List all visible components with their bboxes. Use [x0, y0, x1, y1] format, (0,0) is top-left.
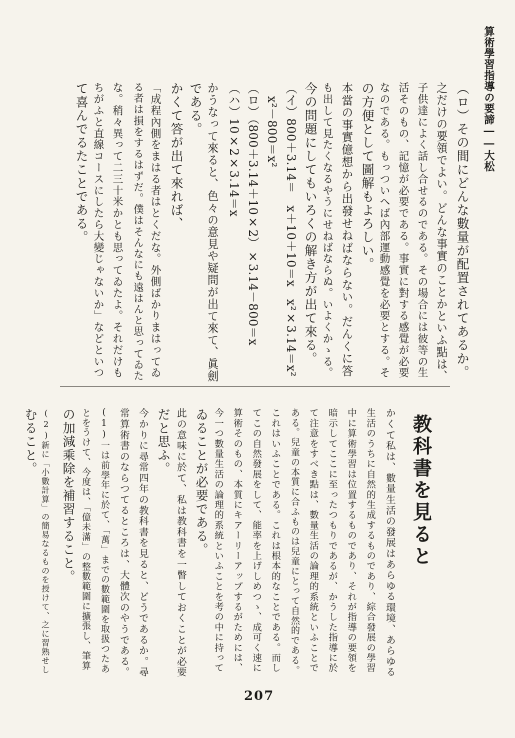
text-column: 本當の事實億想から出發せねばならない。だんくに答	[340, 82, 355, 378]
section-divider	[60, 386, 450, 387]
text-column: てこの自然發展をして、能率を上げしめつゝ、成可く速に	[250, 408, 262, 674]
formula-column: x²－800＝x²	[265, 96, 279, 168]
text-column: （ロ）その間にどんな數量が配置されてあるか。	[454, 82, 470, 379]
text-column: 今かりに尋常四年の教科書を見ると、どうであるか。尋	[136, 408, 148, 678]
text-column: も出して見たくなるやうにせねばならぬ。いよくかゝる。	[321, 82, 334, 379]
running-header: 算術學習指導の要諦――大松	[483, 26, 495, 172]
text-column: 之だけの要領でよい。どんな事實のことかといふ點は、	[435, 82, 449, 382]
text-column: 常算術書のならつてるところは、大體次のやうである。	[117, 408, 129, 678]
text-column: ちがふと直線コースにしたら大變じゃないか」などといつ	[92, 82, 105, 379]
text-column: の方便として圖解もよろしい。	[359, 82, 375, 271]
text-column: (1)一は前學年に於て、「萬」までの數範圍を取扱つたあ	[99, 408, 109, 674]
section-title: 教科書を見ると	[410, 414, 432, 568]
text-column: る者は損をするはずだ。僕はそんなにも遠はんと思ってゐた	[131, 82, 143, 382]
formula-column: （ロ）（800＋3.14＋10×2）×3.14－800＝x	[246, 82, 260, 346]
text-column: 暗示してここに至ったつもりであるが、かうした指導に於	[326, 408, 338, 674]
formula-column: （ハ）10×2×3.14＝x	[227, 82, 241, 217]
text-column: な。稍々異って二三十米かとも思ってゐたよ。それだけも	[111, 82, 124, 379]
text-column: 此の意味に於て、私は教科書を一瞥しておくことが必要	[174, 408, 186, 678]
text-column: だと思ふ。	[155, 408, 171, 476]
text-column: 活そのもの、記憶が必要である。事實に對する感覺が必要	[397, 82, 410, 379]
text-column: 子供達によく話し合せるのである。その場合には彼等の生	[416, 82, 429, 379]
text-column: て注意をすべき點は、數量生活の論理的系統といふことで	[307, 408, 319, 674]
text-column: かくて私は、數量生活の發展はあらゆる環境、あらゆる	[383, 408, 395, 678]
text-column: 生活のうちに自然的生成するものであり、綜合發展の學習	[364, 408, 376, 674]
page-number: 207	[244, 689, 275, 704]
text-column: である。	[187, 82, 203, 136]
text-column: ある。兒童の本質に合ふものは兒童にとって自然的である。	[289, 408, 299, 676]
text-column: これはいふことである。これは根本的なことである。而し	[269, 408, 281, 674]
text-column: (2)新に「小數計算」の簡易なるものを授けて、之に習熟せし	[41, 408, 52, 675]
text-column: かくて答が出て來れば、	[168, 82, 184, 231]
text-column: 算術そのもの、本質にキアーリーアップするがためには、	[231, 408, 243, 674]
text-column: かうなって來ると、色々の意見や疑問が出て來て、眞劍	[206, 82, 220, 382]
text-column: 今一つ數量生活の論理的系統といふことを考の中に持って	[212, 408, 224, 674]
text-column: 今の問題にしてもいろくの解き方が出て來る。	[302, 82, 318, 366]
text-column: て喜んでるたことである。	[73, 82, 89, 244]
text-column: ゐることが必要である。	[193, 408, 209, 557]
formula-column: （イ）800＋3.14＝ x＋10＋10＝x x²×3.14＝x²	[284, 82, 298, 377]
text-column: の加減乘除を補習すること。	[60, 408, 76, 584]
text-column: むること。	[22, 408, 38, 476]
text-column: なのである。もっついへば內部運動感覺を必要とする。そ	[378, 82, 391, 379]
text-column: 中に算術學習は位置するものであり、それが指導の要領を	[345, 408, 357, 674]
text-column: とをうけて、今度は、「億未滿」の整數範圍に擴張し、筆算	[80, 408, 90, 671]
text-column: 「成程內側をまはる者はとくだな。外側ばかりまはってゐ	[149, 82, 162, 379]
